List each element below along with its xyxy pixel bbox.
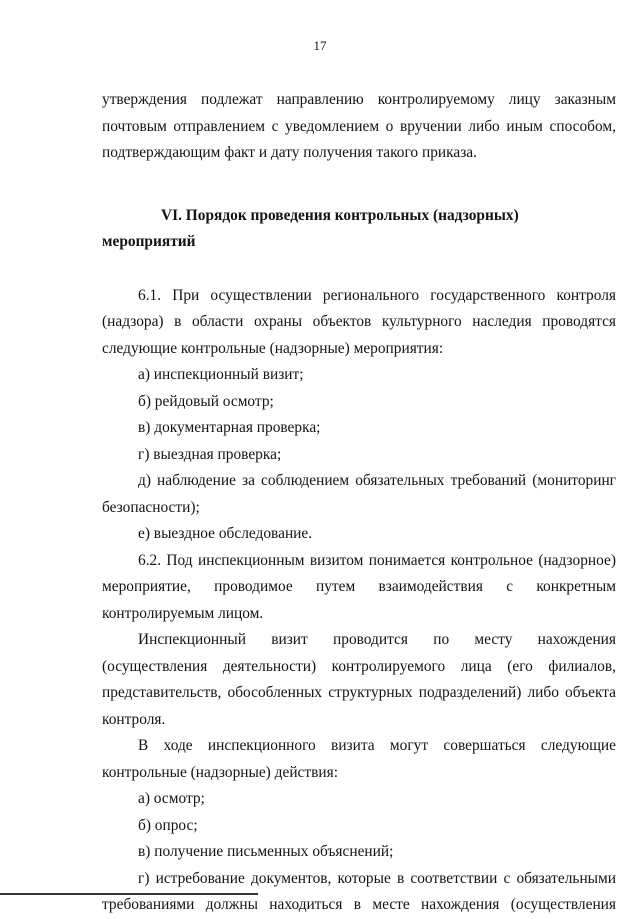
list-item-e: е) выездное обследование. [138,525,313,542]
document-body [102,87,616,919]
list-item-b: б) рейдовый осмотр; [138,392,274,410]
paragraph-6-2: 6.2. Под инспекционным визитом понимается контрольное (надзорное) мероприятие, проводимое путем взаимодействия с конкретным контролируемым лицом. [102,551,616,622]
list-item-v: в) документарная проверка; [138,419,321,436]
footer-rule [0,893,258,895]
action-item-g: г) истребование документов, которые в соответствии с обязательными требованиями должны находиться в месте нахождения (осуществления [102,869,616,913]
list-item-a: а) инспекционный визит; [138,366,304,383]
action-item-v: в) получение письменных объяснений; [138,843,394,860]
paragraph-inspection-actions: В ходе инспекционного визита могут совершаться следующие контрольные (надзорные) действия: [102,737,616,781]
section-heading: VI. Порядок проведения контрольных (надзорных) мероприятий [102,206,519,250]
paragraph-continuation: утверждения подлежат направлению контролируемому лицу заказным почтовым отправлением с уведомлением о вручении либо иным способом, подтверждающим факт и дату получения такого приказа. [102,91,616,161]
paragraph-6-1: 6.1. При осуществлении регионального государственного контроля (надзора) в области охраны объектов культурного наследия проводятся следующие контрольные (надзорные) мероприятия: [102,286,616,357]
page-number: 17 [313,38,327,53]
action-item-b: б) опрос; [138,816,198,834]
paragraph-inspection-location: Инспекционный визит проводится по месту нахождения (осуществления деятельности) контролируемого лица (его филиалов, представительств, обособленных структурных подразделений) либо объекта контроля. [102,631,616,728]
list-item-g: г) выездная проверка; [138,445,282,463]
list-item-d: д) наблюдение за соблюдением обязательных требований (мониторинг безопасности); [102,472,616,516]
action-item-a: а) осмотр; [138,790,205,807]
